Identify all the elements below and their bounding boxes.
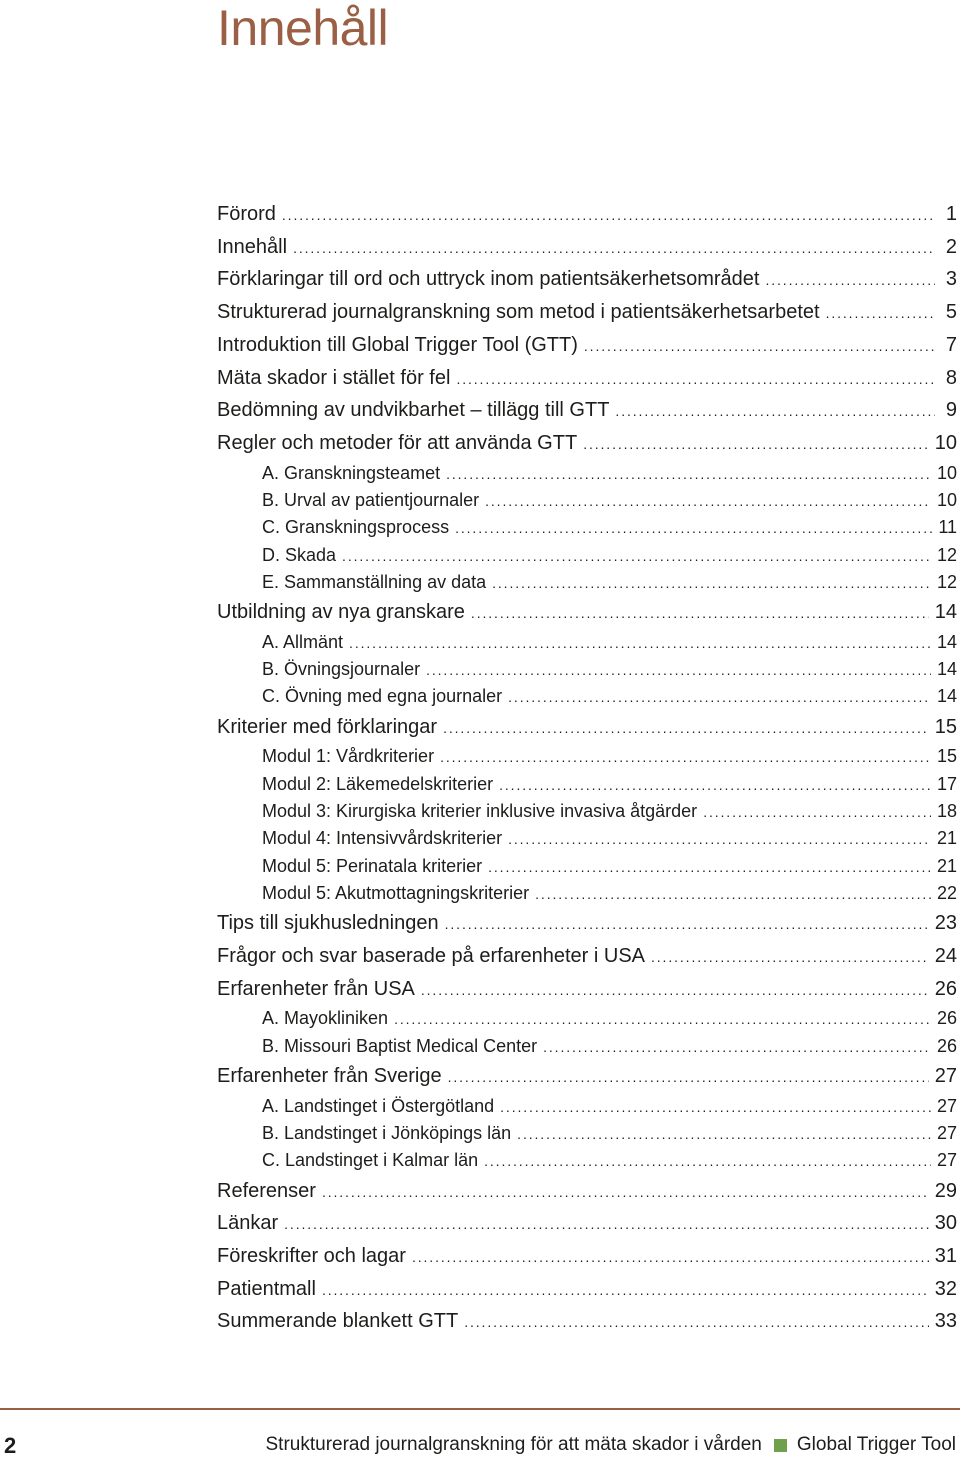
toc-entry[interactable] [217, 427, 957, 459]
toc-entry[interactable] [217, 1060, 957, 1092]
toc-leader-dots [488, 854, 931, 881]
toc-entry-page: 31 [934, 1244, 957, 1267]
toc-entry-label: Frågor och svar baserade på erfarenheter i USA [217, 944, 645, 967]
toc-entry-label: Summerande blankett GTT [217, 1310, 459, 1333]
toc-entry-page: 3 [945, 268, 957, 291]
toc-entry-label: B. Landstinget i Jönköpings län [262, 1122, 512, 1143]
toc-entry-page: 27 [934, 1064, 957, 1087]
toc-entry-page: 2 [945, 235, 957, 258]
toc-leader-dots [500, 1094, 931, 1121]
toc-entry[interactable] [262, 1005, 957, 1032]
toc-leader-dots [492, 570, 931, 597]
toc-entry-label: Mäta skador i stället för fel [217, 366, 451, 389]
toc-leader-dots [448, 1061, 929, 1093]
toc-leader-dots [443, 712, 929, 744]
toc-entry-label: C. Granskningsprocess [262, 517, 450, 538]
toc-entry-page: 9 [945, 399, 957, 422]
square-bullet-icon [774, 1439, 787, 1452]
toc-entry-label: Innehåll [217, 235, 288, 258]
toc-entry-label: Modul 5: Perinatala kriterier [262, 855, 483, 876]
toc-entry[interactable] [217, 1305, 957, 1337]
toc-leader-dots [445, 908, 929, 940]
toc-leader-dots [583, 428, 929, 460]
toc-leader-dots [284, 1208, 929, 1240]
toc-entry[interactable] [262, 825, 957, 852]
toc-entry[interactable] [217, 596, 957, 628]
toc-entry-page: 10 [936, 462, 957, 483]
toc-leader-dots [440, 744, 931, 771]
toc-entry-page: 24 [934, 944, 957, 967]
toc-entry-label: Patientmall [217, 1277, 316, 1300]
toc-leader-dots [765, 264, 935, 296]
toc-leader-dots [421, 974, 929, 1006]
toc-entry[interactable] [217, 394, 957, 426]
toc-entry-page: 27 [936, 1095, 957, 1116]
toc-entry-page: 15 [934, 715, 957, 738]
toc-entry[interactable] [262, 798, 957, 825]
toc-entry[interactable] [262, 460, 957, 487]
toc-entry-label: Erfarenheter från USA [217, 977, 415, 1000]
toc-entry[interactable] [217, 231, 957, 263]
toc-entry[interactable] [262, 542, 957, 569]
toc-entry[interactable] [217, 1273, 957, 1305]
toc-leader-dots [485, 488, 931, 515]
toc-entry[interactable] [262, 656, 957, 683]
toc-entry-label: Regler och metoder för att använda GTT [217, 431, 578, 454]
toc-entry-page: 8 [945, 366, 957, 389]
toc-entry-label: B. Urval av patientjournaler [262, 489, 480, 510]
toc-entry-label: Förord [217, 203, 276, 225]
toc-leader-dots [484, 1148, 931, 1175]
toc-entry-label: Introduktion till Global Trigger Tool (GTT) [217, 333, 578, 356]
toc-entry-label: E. Sammanställning av data [262, 571, 487, 592]
toc-entry[interactable] [217, 907, 957, 939]
toc-entry-label: Modul 3: Kirurgiska kriterier inklusive invasiva åtgärder [262, 801, 698, 821]
toc-entry-label: Länkar [217, 1212, 279, 1235]
toc-leader-dots [394, 1006, 931, 1033]
toc-entry-page: 10 [936, 489, 957, 510]
toc-entry-label: A. Landstinget i Östergötland [262, 1095, 495, 1116]
toc-entry-page: 32 [934, 1277, 957, 1300]
toc-leader-dots [615, 395, 935, 427]
footer-publication-title: Strukturerad journalgranskning för att mäta skador i vården [265, 1434, 762, 1455]
toc-entry-label: Modul 2: Läkemedelskriterier [262, 773, 494, 794]
toc-entry-label: A. Mayokliniken [262, 1008, 389, 1029]
toc-leader-dots [446, 461, 931, 488]
toc-entry[interactable] [217, 711, 957, 743]
toc-entry-page: 12 [936, 544, 957, 565]
toc-entry[interactable] [262, 743, 957, 770]
toc-entry[interactable] [262, 771, 957, 798]
toc-entry[interactable] [262, 853, 957, 880]
toc-entry-page: 21 [936, 855, 957, 876]
toc-leader-dots [282, 199, 935, 231]
toc-leader-dots [322, 1176, 929, 1208]
toc-entry-label: Utbildning av nya granskare [217, 601, 465, 624]
toc-entry[interactable] [217, 940, 957, 972]
toc-entry-label: Förklaringar till ord och uttryck inom patientsäkerhetsområdet [217, 268, 760, 291]
toc-entry-page: 33 [934, 1310, 957, 1333]
toc-entry-page: 5 [945, 301, 957, 324]
footer-series-name: Global Trigger Tool [796, 1434, 956, 1455]
toc-entry[interactable] [217, 296, 957, 328]
toc-entry-label: A. Granskningsteamet [262, 462, 441, 483]
footer-publication [266, 1434, 957, 1456]
toc-entry-label: B. Övningsjournaler [262, 659, 421, 680]
toc-leader-dots [464, 1306, 929, 1338]
toc-leader-dots [471, 597, 929, 629]
toc-entry[interactable] [262, 569, 957, 596]
toc-entry-label: D. Skada [262, 544, 337, 565]
toc-leader-dots [342, 543, 931, 570]
toc-entry-page: 11 [938, 517, 957, 538]
toc-entry[interactable] [262, 487, 957, 514]
toc-entry-page: 22 [936, 882, 957, 903]
toc-entry-page: 21 [936, 828, 957, 849]
toc-entry-page: 30 [934, 1212, 957, 1235]
toc-leader-dots [508, 826, 931, 853]
toc-leader-dots [508, 684, 931, 711]
toc-entry-page: 18 [936, 801, 957, 821]
toc-leader-dots [426, 657, 931, 684]
toc-entry[interactable] [217, 329, 957, 361]
toc-entry-label: Föreskrifter och lagar [217, 1244, 406, 1267]
toc-entry-page: 14 [934, 601, 957, 624]
toc-entry[interactable] [262, 683, 957, 710]
toc-entry[interactable] [262, 629, 957, 656]
toc-entry-label: B. Missouri Baptist Medical Center [262, 1035, 538, 1056]
toc-leader-dots [651, 941, 929, 973]
toc-entry[interactable] [262, 1147, 957, 1174]
toc-entry-page: 17 [936, 773, 957, 794]
toc-leader-dots [412, 1241, 929, 1273]
toc-entry[interactable] [262, 1033, 957, 1060]
toc-leader-dots [584, 330, 935, 362]
toc-entry-page: 26 [934, 977, 957, 1000]
toc-entry-label: C. Landstinget i Kalmar län [262, 1150, 479, 1171]
toc-leader-dots [826, 297, 935, 329]
toc-leader-dots [703, 799, 931, 826]
toc-entry[interactable] [262, 514, 957, 541]
toc-entry-page: 27 [936, 1122, 957, 1143]
toc-entry-page: 14 [936, 631, 957, 652]
toc-entry[interactable] [217, 1240, 957, 1272]
toc-entry-label: A. Allmänt [262, 631, 344, 652]
toc-entry-page: 14 [936, 686, 957, 707]
toc-entry[interactable] [217, 1175, 957, 1207]
toc-entry[interactable] [262, 880, 957, 907]
toc-entry[interactable] [217, 973, 957, 1005]
toc-entry-page: 29 [934, 1179, 957, 1202]
toc-entry-page: 27 [936, 1150, 957, 1171]
toc-entry-label: Erfarenheter från Sverige [217, 1064, 442, 1087]
toc-entry-page: 7 [945, 333, 957, 356]
toc-entry-page: 14 [936, 659, 957, 680]
toc-entry[interactable] [217, 198, 957, 230]
toc-entry-label: Referenser [217, 1179, 316, 1202]
toc-entry-page: 26 [936, 1008, 957, 1029]
toc-leader-dots [293, 232, 935, 264]
toc-entry-page: 10 [934, 431, 957, 454]
footer-page-number: 2 [4, 1433, 17, 1458]
toc-entry-label: Bedömning av undvikbarhet – tillägg till GTT [217, 399, 610, 422]
toc-entry-label: Modul 4: Intensivvårdskriterier [262, 828, 503, 849]
toc-entry-label: Tips till sjukhusledningen [217, 912, 439, 935]
toc-entry-label: Strukturerad journalgranskning som metod i patientsäkerhetsarbetet [217, 301, 820, 324]
toc-leader-dots [535, 881, 931, 908]
toc-entry-page: 12 [936, 571, 957, 592]
toc-entry[interactable] [217, 1207, 957, 1239]
toc-entry-label: Kriterier med förklaringar [217, 715, 438, 738]
footer-divider [0, 1408, 960, 1410]
toc-leader-dots [349, 630, 931, 657]
toc-entry-page: 15 [936, 746, 957, 767]
toc-leader-dots [322, 1274, 929, 1306]
toc-leader-dots [455, 515, 932, 542]
toc-leader-dots [456, 363, 935, 395]
toc-entry-label: Modul 5: Akutmottagningskriterier [262, 882, 530, 903]
toc-entry[interactable] [217, 263, 957, 295]
toc-entry-page: 23 [934, 912, 957, 935]
toc-leader-dots [499, 772, 931, 799]
toc-leader-dots [517, 1121, 931, 1148]
toc-entry[interactable] [262, 1120, 957, 1147]
toc-entry-label: Modul 1: Vårdkriterier [262, 746, 435, 767]
page-title: Innehåll [217, 0, 389, 56]
toc-entry-page: 26 [936, 1035, 957, 1056]
toc-entry-label: C. Övning med egna journaler [262, 686, 503, 707]
toc-entry[interactable] [262, 1093, 957, 1120]
toc-leader-dots [543, 1034, 931, 1061]
toc-entry-page: 1 [945, 203, 957, 225]
toc-entry[interactable] [217, 362, 957, 394]
